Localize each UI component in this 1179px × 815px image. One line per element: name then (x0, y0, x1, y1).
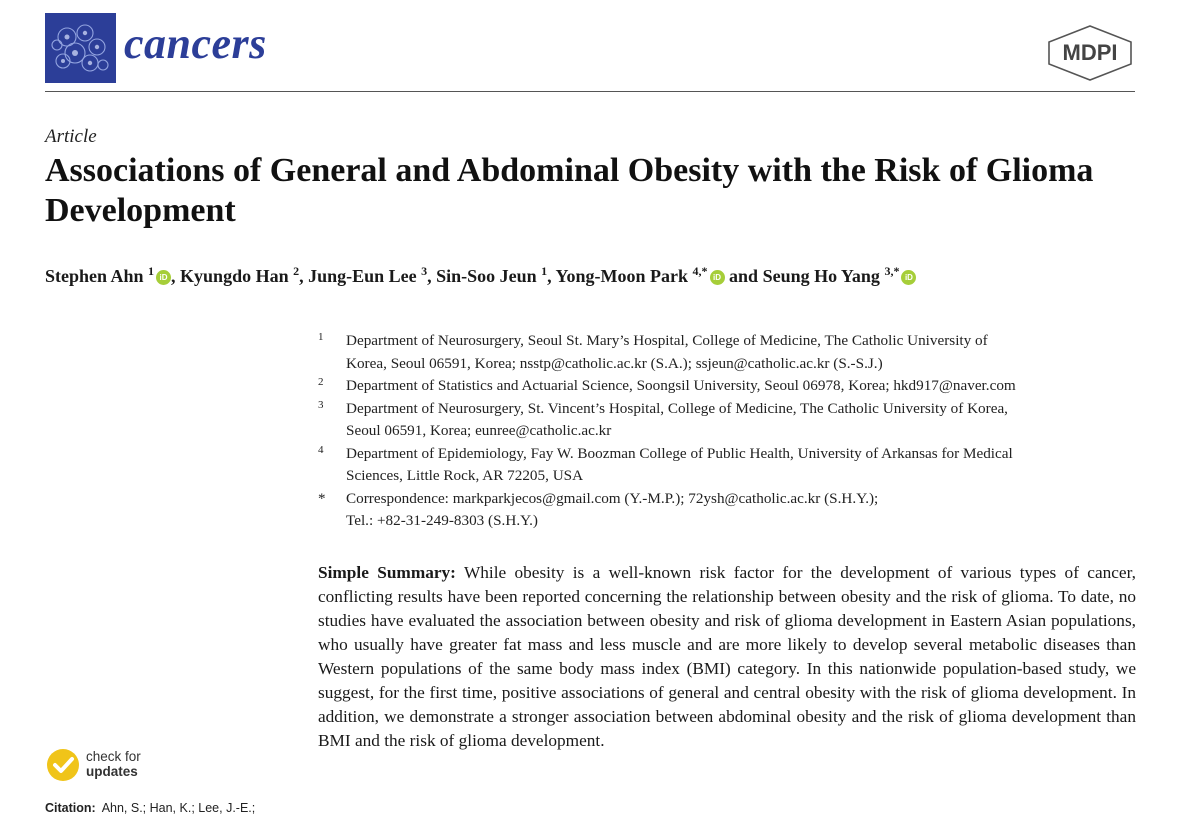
orcid-icon[interactable]: iD (710, 270, 725, 285)
author-name[interactable]: Kyungdo Han (180, 266, 289, 286)
citation-text: Ahn, S.; Han, K.; Lee, J.-E.; (101, 801, 256, 815)
check-for-updates-label[interactable] (86, 749, 141, 779)
author-name[interactable]: Yong-Moon Park (555, 266, 689, 286)
author-separator: , (547, 266, 556, 286)
journal-logo-icon (45, 13, 116, 83)
affiliation-line: Department of Epidemiology, Fay W. Boozman College of Public Health, University of Arkansas for Medical (346, 444, 1013, 462)
affiliation-item (318, 488, 1148, 533)
author-affiliation-mark: 2 (293, 264, 300, 278)
author-separator: and (724, 266, 763, 286)
simple-summary-label: Simple Summary: (318, 563, 456, 582)
affiliation-mark: 2 (318, 376, 324, 388)
affiliation-item (318, 330, 1148, 375)
affiliation-line: Department of Neurosurgery, Seoul St. Mary’s Hospital, College of Medicine, The Catholic University of (346, 332, 988, 349)
affiliation-line: Department of Neurosurgery, St. Vincent’s Hospital, College of Medicine, The Catholic University of Korea, (346, 399, 1008, 417)
author-list (45, 264, 1165, 287)
affiliation-line: Seoul 06591, Korea; eunree@catholic.ac.kr (346, 422, 612, 439)
journal-name[interactable]: cancers (124, 19, 267, 68)
author-affiliation-mark: 4,* (692, 264, 708, 278)
affiliation-item (318, 375, 1148, 398)
article-title: Associations of General and Abdominal Obesity with the Risk of Glioma Development (45, 152, 1094, 229)
author-separator: , (171, 266, 181, 286)
affiliation-mark: 4 (318, 443, 324, 456)
author-affiliation-mark: 1 (541, 264, 548, 278)
check-for-updates-line2: updates (86, 764, 138, 779)
author-name[interactable]: Sin-Soo Jeun (436, 266, 537, 286)
author-separator: , (427, 266, 437, 286)
affiliations-list (318, 330, 1148, 533)
simple-summary (318, 561, 1136, 753)
check-for-updates-icon (45, 747, 81, 783)
author-separator: , (299, 266, 309, 286)
affiliation-mark: * (318, 490, 326, 507)
author-affiliation-mark: 1 (148, 264, 155, 278)
mdpi-logo-icon[interactable] (1045, 24, 1135, 82)
affiliation-item (318, 443, 1148, 488)
affiliation-item (318, 398, 1148, 443)
affiliation-line: Department of Statistics and Actuarial Science, Soongsil University, Seoul 06978, Korea; hkd917@naver.com (346, 377, 1016, 394)
author-affiliation-mark: 3 (421, 264, 428, 278)
affiliation-line: Korea, Seoul 06591, Korea; nsstp@catholic.ac.kr (S.A.); ssjeun@catholic.ac.kr (S.-S.J.) (346, 354, 883, 372)
publisher-name: MDPI (1062, 40, 1118, 65)
author-name[interactable]: Jung-Eun Lee (308, 266, 417, 286)
citation-label: Citation: (45, 801, 96, 815)
article-type: Article (45, 126, 97, 147)
author-name[interactable]: Stephen Ahn (45, 266, 144, 286)
affiliation-line: Tel.: +82-31-249-8303 (S.H.Y.) (346, 512, 538, 529)
orcid-icon[interactable]: iD (901, 270, 916, 285)
simple-summary-text: While obesity is a well-known risk factor for the development of various types of cancer, conflicting results have been reported concerning the relationship between obesity and the risk of glioma. To date, no studies have evaluated the association between obesity and risk of glioma development in Eastern Asian populations, who usually have greater fat mass and less muscle and are more likely to develop several metabolic diseases than Western populations of the same body mass index (BMI) category. In this nationwide population-based study, we suggest, for the first time, positive associations of general and central obesity with the risk of glioma development. In addition, we demonstrate a stronger association between abdominal obesity and the risk of glioma development than BMI and the risk of glioma development. (318, 563, 1136, 750)
orcid-icon[interactable]: iD (156, 270, 171, 285)
affiliation-mark: 3 (318, 398, 324, 411)
author-affiliation-mark: 3,* (884, 264, 900, 278)
affiliation-line: Correspondence: markparkjecos@gmail.com (Y.-M.P.); 72ysh@catholic.ac.kr (S.H.Y.); (346, 489, 879, 507)
header-divider (45, 91, 1135, 92)
check-for-updates-line1: check for (86, 749, 141, 764)
affiliation-line: Sciences, Little Rock, AR 72205, USA (346, 467, 584, 484)
author-name[interactable]: Seung Ho Yang (762, 266, 880, 286)
affiliation-mark: 1 (318, 331, 324, 343)
citation (45, 801, 255, 815)
